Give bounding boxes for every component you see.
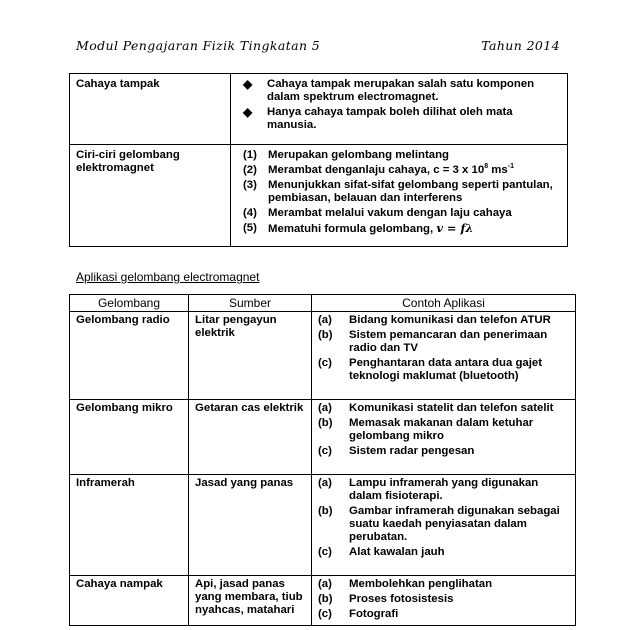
list-item: (1) Merupakan gelombang melintang: [243, 149, 450, 161]
applications-cell: [312, 312, 576, 400]
list-item: (a) Komunikasi statelit dan telefon satelit: [318, 402, 554, 414]
list-item: ◆ Hanya cahaya tampak boleh dilihat oleh mata manusia.: [243, 106, 561, 132]
column-header: Sumber: [189, 295, 312, 312]
applications-cell: [312, 475, 576, 576]
list-item: (5) Mematuhi formula gelombang, v = fλ: [243, 221, 474, 235]
list-item: (3) Menunjukkan sifat-sifat gelombang seperti pantulan, pembiasan, belauan dan interferens: [243, 179, 553, 204]
page-header-year: Tahun 2014: [481, 38, 560, 53]
wave-cell: Gelombang radio: [70, 312, 189, 400]
list-item: (b) Gambar inframerah digunakan sebagai suatu kaedah penyiasatan dalam perubatan.: [318, 505, 560, 543]
list-item: ◆ Cahaya tampak merupakan salah satu komponen dalam spektrum electromagnet.: [243, 78, 561, 104]
row-content: [231, 145, 568, 247]
wave-cell: Cahaya nampak: [70, 576, 189, 626]
list-item: (b) Sistem pemancaran dan penerimaan radio dan TV: [318, 329, 548, 354]
numbered-list: [231, 145, 567, 246]
applications-cell: [312, 576, 576, 626]
column-header: Contoh Aplikasi: [312, 295, 576, 312]
source-cell: Litar pengayun elektrik: [189, 312, 312, 400]
table-row: [70, 74, 568, 145]
list-item: (a) Lampu inframerah yang digunakan dalam fisioterapi.: [318, 477, 539, 502]
table-row: [70, 312, 576, 400]
list-item: (a) Bidang komunikasi dan telefon ATUR: [318, 314, 551, 326]
list-item: (c) Penghantaran data antara dua gajet teknologi maklumat (bluetooth): [318, 357, 543, 382]
wave-cell: Inframerah: [70, 475, 189, 576]
table-row: [70, 576, 576, 626]
list-item: (b) Memasak makanan dalam ketuhar gelombang mikro: [318, 417, 534, 442]
bullet-list: [231, 74, 567, 144]
table-header-row: [70, 295, 576, 312]
list-item: (4) Merambat melalui vakum dengan laju cahaya: [243, 207, 512, 219]
list-item: (b) Proses fotosistesis: [318, 593, 454, 605]
list-item: (a) Membolehkan penglihatan: [318, 578, 493, 590]
list-item: (c) Fotografi: [318, 608, 399, 620]
table-row: [70, 145, 568, 247]
visible-light-table: [69, 73, 568, 247]
list-item: (c) Alat kawalan jauh: [318, 546, 445, 558]
list-item: (2) Merambat denganlaju cahaya, c = 3 x $10^8$ $ms^{-1}$: [243, 163, 514, 176]
list-item: (c) Sistem radar pengesan: [318, 445, 475, 457]
applications-table: [69, 294, 576, 626]
source-cell: Api, jasad panas yang membara, tiub nyahcas, matahari: [189, 576, 312, 626]
page-header-title: Modul Pengajaran Fizik Tingkatan 5: [76, 38, 321, 53]
applications-cell: [312, 400, 576, 475]
row-content: [231, 74, 568, 145]
row-label: Cahaya tampak: [70, 74, 231, 145]
column-header: Gelombang: [70, 295, 189, 312]
source-cell: Getaran cas elektrik: [189, 400, 312, 475]
wave-cell: Gelombang mikro: [70, 400, 189, 475]
table-row: [70, 400, 576, 475]
wave-formula: v = fλ: [436, 221, 474, 235]
source-cell: Jasad yang panas: [189, 475, 312, 576]
table-row: [70, 475, 576, 576]
section-title: Aplikasi gelombang electromagnet: [76, 270, 260, 284]
row-label: Ciri-ciri gelombang elektromagnet: [70, 145, 231, 247]
